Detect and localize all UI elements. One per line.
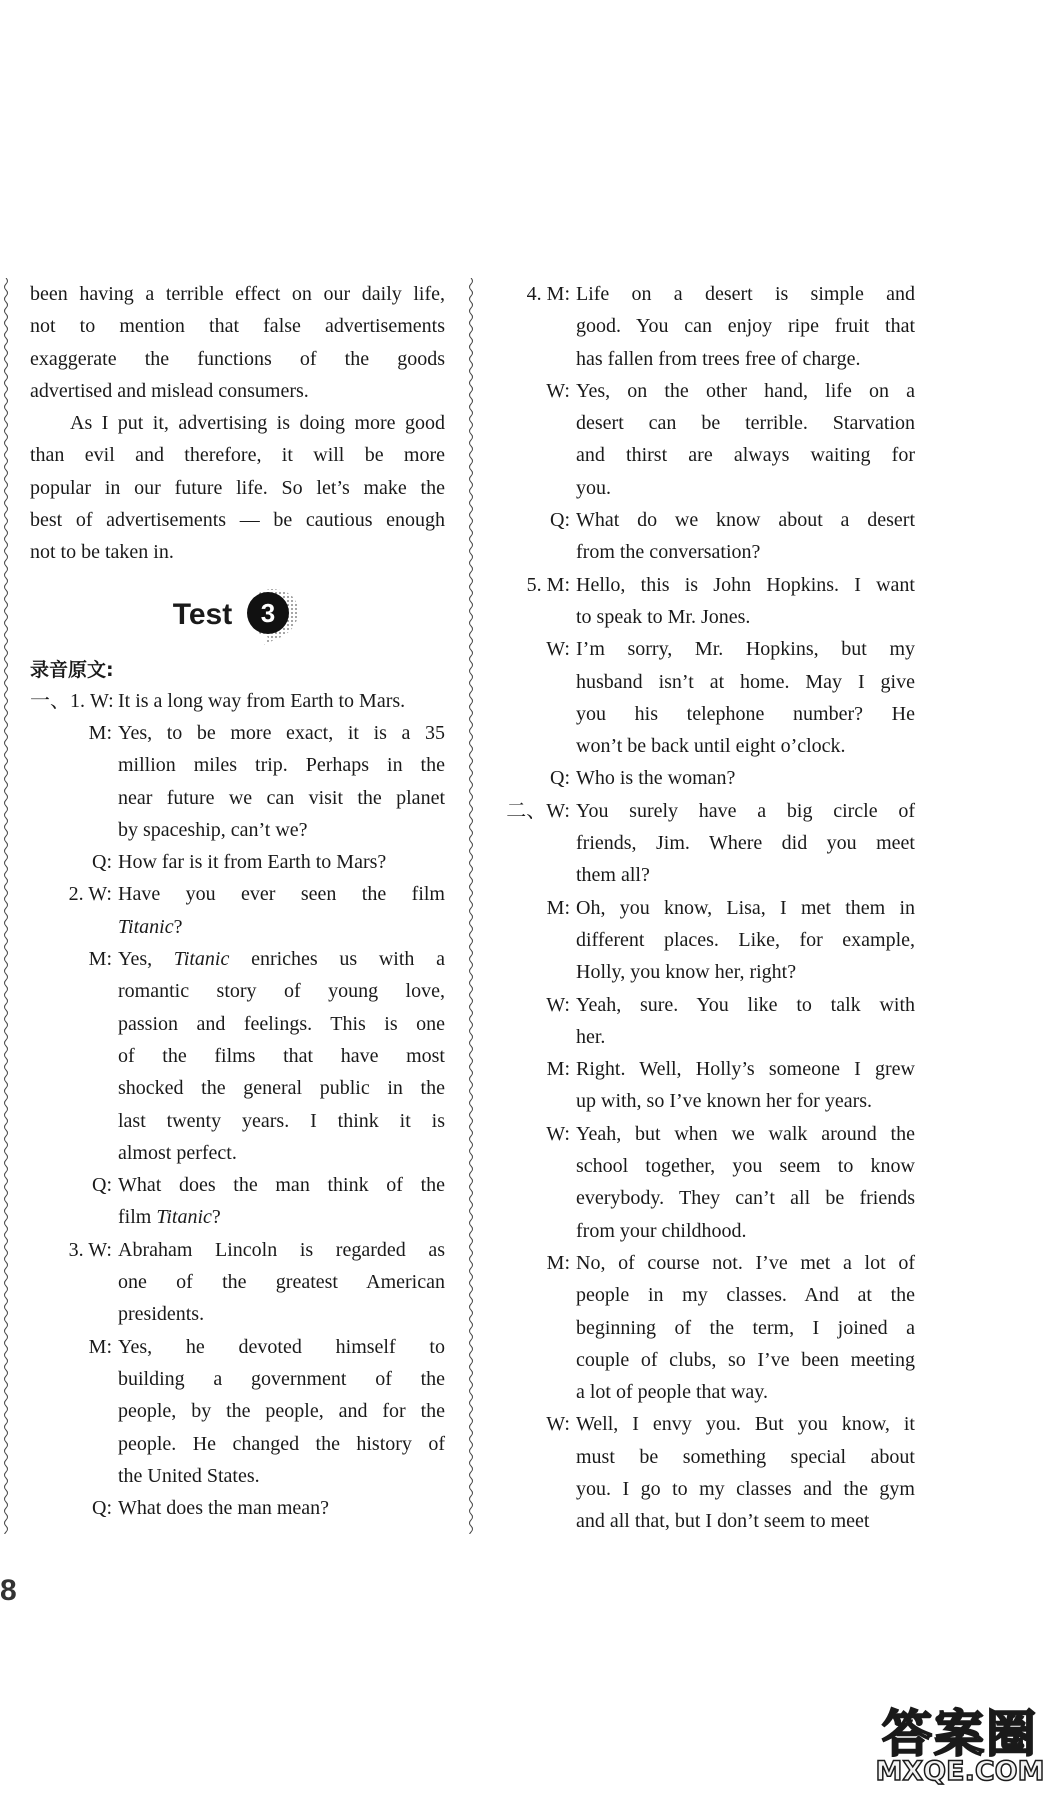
- dialogue-line: Yes, Titanic enriches us with a: [118, 948, 445, 971]
- dialogue-line: million miles trip. Perhaps in the: [118, 754, 445, 777]
- speaker-label: W:: [546, 993, 570, 1016]
- dialogue-turn: [500, 1247, 915, 1408]
- dialogue-line: Right. Well, Holly’s someone I grew: [576, 1058, 915, 1081]
- dialogue-line: What do we know about a desert: [576, 509, 915, 532]
- left-column: [30, 278, 445, 1524]
- speaker-label: 5. M:: [526, 573, 570, 596]
- dialogue-line: couple of clubs, so I’ve been meeting: [576, 1348, 915, 1371]
- speaker-label: M:: [546, 1251, 570, 1274]
- dialogue-turn: [500, 633, 915, 762]
- dialogue-line: Holly, you know her, right?: [576, 961, 797, 984]
- dialogue-turn: [500, 278, 915, 375]
- dialogue-turn: [30, 1492, 445, 1524]
- dialogue-line: people. He changed the history of: [118, 1432, 445, 1455]
- dialogue-line: How far is it from Earth to Mars?: [118, 851, 387, 874]
- dialogue-text: [118, 846, 445, 878]
- text-line: exaggerate the functions of the goods: [30, 347, 445, 370]
- dialogue-turn: [30, 685, 445, 717]
- dialogue-line: Have you ever seen the film: [118, 883, 445, 906]
- speaker-label: M:: [88, 721, 112, 744]
- text-line: than evil and therefore, it will be more: [30, 444, 445, 467]
- dialogue-line: must be something special about: [576, 1445, 915, 1468]
- test-number: 3: [261, 597, 276, 628]
- dialogue-line: them all?: [576, 864, 650, 887]
- watermark-logo: [870, 1694, 1050, 1794]
- dialogue-line: Yes, on the other hand, life on a: [576, 379, 915, 402]
- dialogue-turn: [500, 1408, 915, 1537]
- dialogue-turn: [500, 1118, 915, 1247]
- watermark-brand: 答案圈: [882, 1705, 1038, 1763]
- dialogue-line: you. I go to my classes and the gym: [576, 1477, 915, 1500]
- dialogue-line: different places. Like, for example,: [576, 928, 915, 951]
- speaker-label: 2. W:: [68, 883, 112, 906]
- text-line: not to mention that false advertisements: [30, 315, 445, 338]
- dialogue-line: won’t be back until eight o’clock.: [576, 735, 846, 758]
- dialogue-text: [118, 1492, 445, 1524]
- dialogue-text: [118, 1331, 445, 1492]
- text-line: advertised and mislead consumers.: [30, 379, 309, 402]
- left-wavy-border: [2, 278, 10, 1534]
- dialogue-text: [576, 633, 915, 762]
- dialogue-text: [576, 278, 915, 375]
- dialogue-line: beginning of the term, I joined a: [576, 1316, 915, 1339]
- dialogue-line: No, of course not. I’ve met a lot of: [576, 1251, 915, 1274]
- dialogue-text: [576, 569, 915, 634]
- dialogue-turn: [500, 892, 915, 989]
- dialogue-line: people, by the people, and for the: [118, 1400, 445, 1423]
- dialogue-text: [576, 375, 915, 504]
- dialogue-line: presidents.: [118, 1303, 205, 1326]
- text-line: popular in our future life. So let’s make the: [30, 476, 445, 499]
- speaker-label: W:: [546, 638, 570, 661]
- dialogue-turn: [30, 943, 445, 1169]
- dialogue-line: Oh, you know, Lisa, I met them in: [576, 896, 915, 919]
- dialogue-text: [118, 943, 445, 1169]
- dialogue-line: and all that, but I don’t seem to meet: [576, 1510, 870, 1533]
- text-line: best of advertisements — be cautious enough: [30, 509, 445, 532]
- dialogue-turn: [500, 762, 915, 794]
- dialogue-line: one of the greatest American: [118, 1271, 445, 1294]
- dialogue-turn: [500, 504, 915, 569]
- dialogue-line: to speak to Mr. Jones.: [576, 605, 751, 628]
- dialogue-line: of the films that have most: [118, 1044, 445, 1067]
- dialogue-line: husband isn’t at home. May I give: [576, 670, 915, 693]
- dialogue-line: What does the man think of the: [118, 1174, 445, 1197]
- test-title: Test: [172, 597, 233, 631]
- dialogue-text: [118, 717, 445, 846]
- dialogue-line: What does the man mean?: [118, 1497, 330, 1520]
- column-wavy-divider: [467, 278, 475, 1534]
- dialogue-text: [576, 892, 915, 989]
- speaker-label: Q:: [92, 851, 112, 874]
- speaker-label: Q:: [92, 1497, 112, 1520]
- dialogue-turn: [30, 846, 445, 878]
- dialogue-line: last twenty years. I think it is: [118, 1109, 445, 1132]
- text-line: been having a terrible effect on our daily life,: [30, 283, 445, 305]
- speaker-label: 4. M:: [526, 283, 570, 305]
- dialogue-line: friends, Jim. Where did you meet: [576, 832, 915, 855]
- dialogue-line: shocked the general public in the: [118, 1077, 445, 1100]
- dialogue-turn: [500, 1053, 915, 1118]
- speaker-label: Q:: [550, 509, 570, 532]
- dialogue-line: Yes, to be more exact, it is a 35: [118, 721, 445, 744]
- dialogue-line: Titanic?: [118, 915, 183, 938]
- dialogue-text: [576, 1053, 915, 1118]
- dialogue-line: It is a long way from Earth to Mars.: [118, 689, 406, 712]
- test-heading: [30, 583, 445, 647]
- speaker-label: M:: [88, 1335, 112, 1358]
- dialogue-text: [576, 762, 915, 794]
- dialogue-line: Yeah, sure. You like to talk with: [576, 993, 915, 1016]
- dialogue-text: [576, 504, 915, 569]
- dialogue-line: Yeah, but when we walk around the: [576, 1122, 915, 1145]
- dialogue-line: good. You can enjoy ripe fruit that: [576, 315, 915, 338]
- dialogue-line: Life on a desert is simple and: [576, 283, 915, 305]
- dialogue-line: film Titanic?: [118, 1206, 221, 1229]
- dialogue-turn: [500, 795, 915, 892]
- speaker-label: 3. W:: [68, 1238, 112, 1261]
- dialogue-line: you his telephone number? He: [576, 702, 915, 725]
- paragraph-advertisements-effect: [30, 278, 445, 407]
- right-column: [500, 278, 915, 1538]
- dialogue-line: has fallen from trees free of charge.: [576, 347, 861, 370]
- dialogue-turn: [30, 1169, 445, 1234]
- dialogue-text: [576, 795, 915, 892]
- dialogue-line: people in my classes. And at the: [576, 1284, 915, 1307]
- speaker-label: 一、1. W:: [30, 689, 114, 712]
- dialogue-line: I’m sorry, Mr. Hopkins, but my: [576, 638, 915, 661]
- dialogue-line: the United States.: [118, 1464, 260, 1487]
- dialogue-turn: [500, 569, 915, 634]
- dialogue-text: [118, 1169, 445, 1234]
- dialogue-line: a lot of people that way.: [576, 1381, 768, 1404]
- dialogue-line: her.: [576, 1025, 606, 1048]
- right-dialogue-list: [500, 278, 915, 1538]
- dialogue-line: Yes, he devoted himself to: [118, 1335, 445, 1358]
- speaker-label: M:: [88, 948, 112, 971]
- speaker-label: W:: [546, 1413, 570, 1436]
- dialogue-line: romantic story of young love,: [118, 980, 445, 1003]
- dialogue-line: and thirst are always waiting for: [576, 444, 915, 467]
- dialogue-line: from your childhood.: [576, 1219, 747, 1242]
- dialogue-line: everybody. They can’t all be friends: [576, 1187, 915, 1210]
- dialogue-line: building a government of the: [118, 1367, 445, 1390]
- dialogue-line: Hello, this is John Hopkins. I want: [576, 573, 915, 596]
- dialogue-turn: [30, 1331, 445, 1492]
- text-line: not to be taken in.: [30, 541, 174, 564]
- dialogue-turn: [30, 878, 445, 943]
- speaker-label: Q:: [92, 1174, 112, 1197]
- dialogue-line: near future we can visit the planet: [118, 786, 445, 809]
- page-number: 8: [0, 1574, 17, 1607]
- text-line: As I put it, advertising is doing more good: [70, 412, 445, 435]
- dialogue-text: [576, 1408, 915, 1537]
- dialogue-text: [118, 685, 445, 717]
- dialogue-turn: [30, 1234, 445, 1331]
- dialogue-line: Who is the woman?: [576, 767, 736, 790]
- section-title: 录音原文:: [30, 658, 114, 681]
- dialogue-text: [576, 1118, 915, 1247]
- dialogue-text: [118, 1234, 445, 1331]
- speaker-label: 二、W:: [506, 799, 570, 822]
- dialogue-turn: [500, 989, 915, 1054]
- left-dialogue-list: [30, 685, 445, 1525]
- dialogue-turn: [30, 717, 445, 846]
- speaker-label: M:: [546, 896, 570, 919]
- speaker-label: Q:: [550, 767, 570, 790]
- watermark-site: MXQE.COM: [875, 1756, 1045, 1787]
- dialogue-text: [576, 1247, 915, 1408]
- dialogue-turn: [500, 375, 915, 504]
- dialogue-line: desert can be terrible. Starvation: [576, 412, 915, 435]
- dialogue-line: almost perfect.: [118, 1141, 237, 1164]
- speaker-label: M:: [546, 1058, 570, 1081]
- dialogue-line: by spaceship, can’t we?: [118, 818, 308, 841]
- speaker-label: W:: [546, 379, 570, 402]
- dialogue-line: from the conversation?: [576, 541, 761, 564]
- dialogue-line: you.: [576, 476, 611, 499]
- dialogue-line: Well, I envy you. But you know, it: [576, 1413, 915, 1436]
- dialogue-text: [576, 989, 915, 1054]
- speaker-label: W:: [546, 1122, 570, 1145]
- dialogue-line: school together, you seem to know: [576, 1155, 915, 1178]
- dialogue-text: [118, 878, 445, 943]
- dialogue-line: Abraham Lincoln is regarded as: [118, 1238, 445, 1261]
- dialogue-line: up with, so I’ve known her for years.: [576, 1090, 873, 1113]
- dialogue-line: You surely have a big circle of: [576, 799, 915, 822]
- test-number-badge-icon: [238, 583, 302, 647]
- dialogue-line: passion and feelings. This is one: [118, 1012, 445, 1035]
- paragraph-conclusion: [30, 407, 445, 568]
